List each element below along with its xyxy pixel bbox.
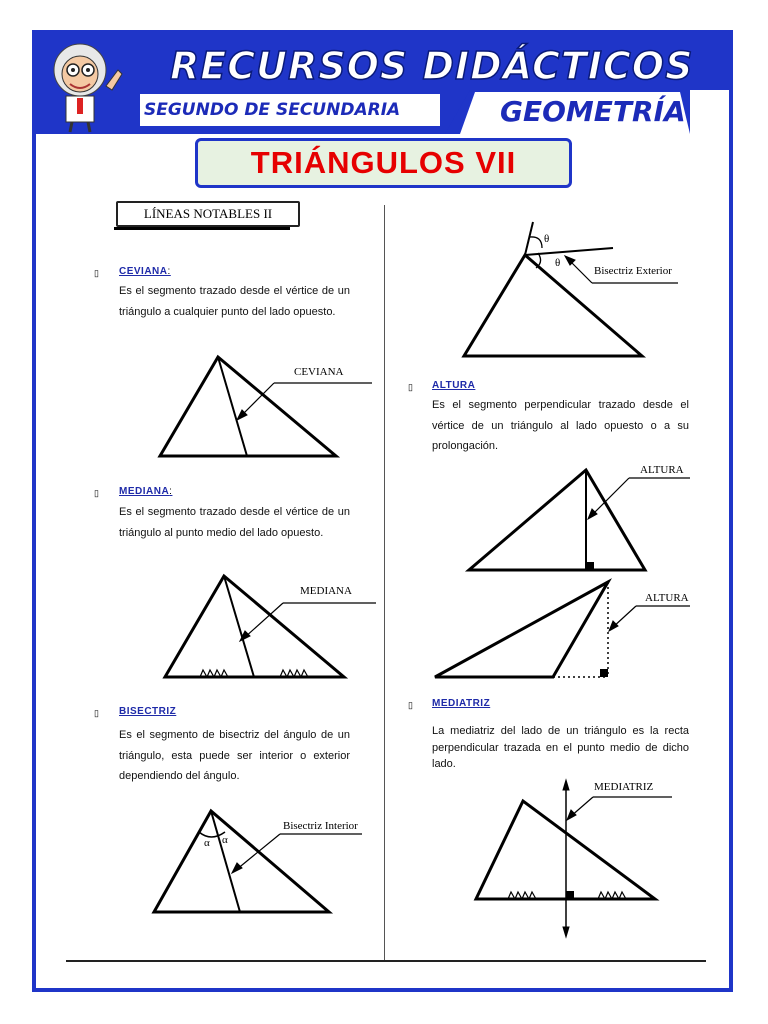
header-subject: GEOMETRÍA [500,95,686,128]
mediatriz-figure [476,780,672,937]
altura-heading: ALTURA [432,380,476,391]
ceviana-text: Es el segmento trazado desde el vértice de un triángulo a cualquier punto del lado opuesto. [119,285,350,318]
ceviana-label: CEVIANA [294,366,344,378]
theta-label-bottom: θ [555,257,561,269]
bullet-icon: ▯ [94,488,99,498]
altura-figure-1 [469,464,690,570]
bisectriz-exterior-label: Bisectriz Exterior [594,265,672,277]
altura-label-2: ALTURA [645,592,689,604]
mediana-heading-text: MEDIANA [119,486,170,497]
bisectriz-figure [154,811,362,912]
bullet-icon: ▯ [94,708,99,718]
bisectriz-text: Es el segmento de bisectriz del ángulo de un triángulo, esta puede ser interior o exterior dependiendo del ángulo. [119,729,350,782]
section-title: LÍNEAS NOTABLES II [116,201,300,227]
header-title: RECURSOS DIDÁCTICOS [170,44,694,88]
ceviana-heading-suffix: : [167,266,171,277]
mediatriz-heading: MEDIATRIZ [432,698,491,709]
bullet-icon: ▯ [94,268,99,278]
header-grade: SEGUNDO DE SECUNDARIA [144,100,401,120]
bullet-icon: ▯ [408,382,413,392]
mediana-label: MEDIANA [300,585,352,597]
mediana-heading-suffix: : [169,486,173,497]
bullet-icon: ▯ [408,700,413,710]
bisectriz-heading: BISECTRIZ [119,706,177,717]
mediatriz-text: La mediatriz del lado de un triángulo es la recta perpendicular trazada en el punto medio de dicho lado. [432,725,689,770]
mediana-text: Es el segmento trazado desde el vértice de un triángulo al punto medio del lado opuesto. [119,506,350,539]
mediatriz-label: MEDIATRIZ [594,781,654,793]
altura-label-1: ALTURA [640,464,684,476]
alpha-label-right: α [222,834,228,846]
ceviana-heading-text: CEVIANA [119,266,168,277]
altura-text: Es el segmento perpendicular trazado desde el vértice de un triángulo al lado opuesto o a su prolongación. [432,399,689,452]
page-title: TRIÁNGULOS VII [250,145,517,180]
mediana-figure [165,576,376,677]
bisectriz-exterior-figure [464,222,678,356]
altura-figure-2 [435,582,690,677]
bisectriz-interior-label: Bisectriz Interior [283,820,358,832]
theta-label-top: θ [544,233,550,245]
alpha-label-left: α [204,837,210,849]
ceviana-figure [160,357,372,456]
